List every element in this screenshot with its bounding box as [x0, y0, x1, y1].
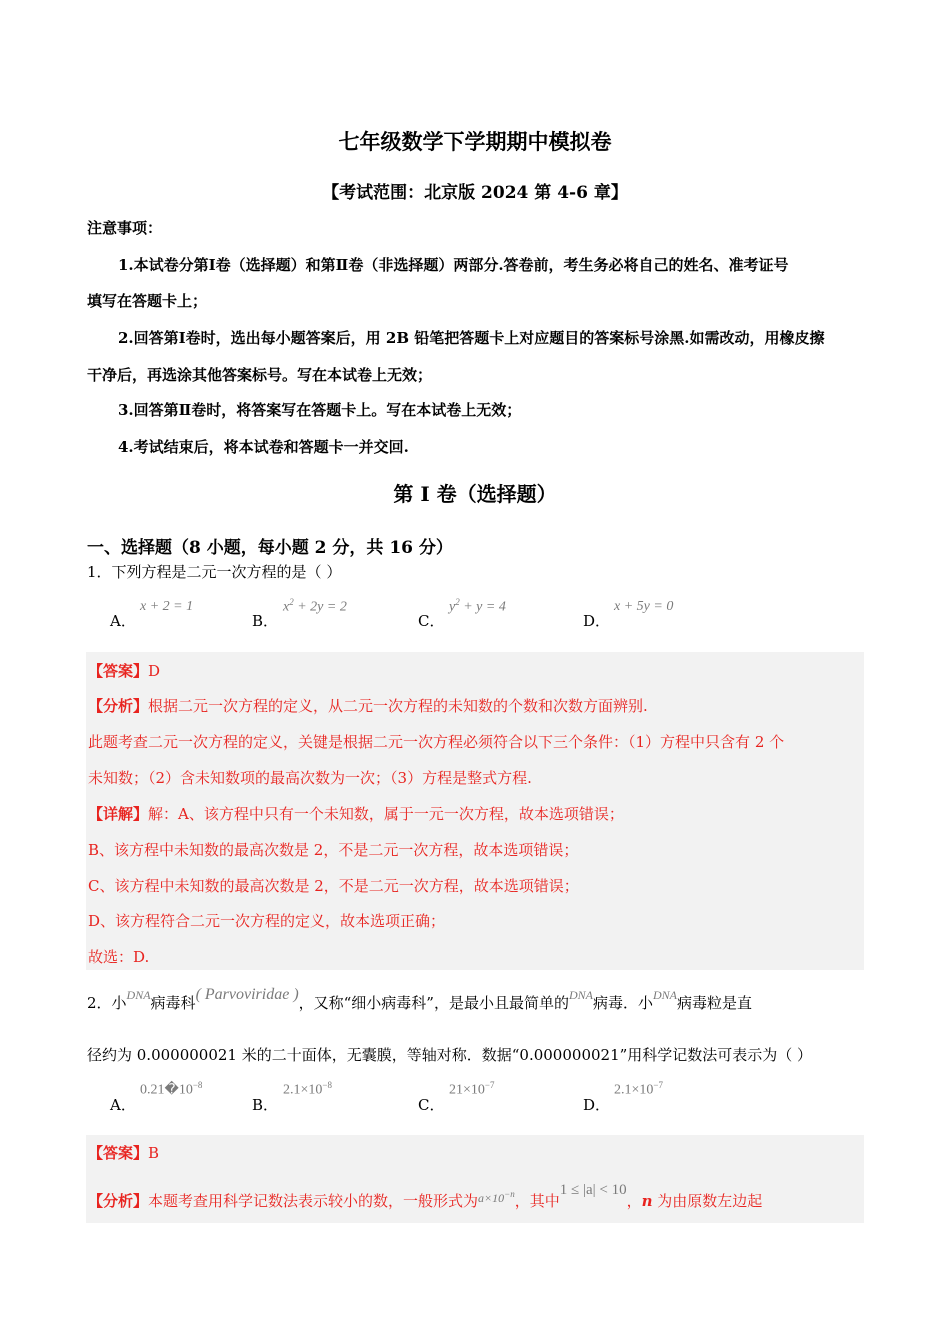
q2-option-a-math — [140, 1080, 202, 1099]
part-title: 第 I 卷（选择题） — [393, 482, 557, 506]
q2-c-sup: −7 — [484, 1080, 495, 1090]
q1-b-sup: 2 — [289, 597, 294, 607]
q2-form — [478, 1191, 515, 1205]
q2-answer — [88, 1142, 159, 1163]
q2-analysis-a: 本题考查用科学记数法表示较小的数，一般形式为 — [148, 1192, 479, 1210]
q1-c-rest: + y = 4 — [459, 599, 506, 615]
q2-n: n — [641, 1192, 653, 1210]
notice-item-1-cont: 填写在答题卡上； — [87, 292, 208, 310]
q1-answer-tag: 【答案】 — [88, 662, 149, 680]
q1-analysis — [88, 695, 648, 716]
q2-analysis-b: ，其中 — [514, 1192, 560, 1210]
q1-detail-4: D、该方程符合二元一次方程的定义，故本选项正确； — [88, 912, 446, 930]
q2-form-sup: −n — [504, 1189, 515, 1199]
q1-c-base: y — [449, 599, 456, 615]
q2-answer-tag: 【答案】 — [88, 1144, 149, 1162]
q2-option-c: C． — [418, 1096, 445, 1114]
q1-b-rest: + 2y = 2 — [293, 599, 347, 615]
q1-c-sup: 2 — [455, 597, 460, 607]
notice-item-2: 2.回答第Ⅰ卷时，选出每小题答案后，用 2B 铅笔把答题卡上对应题目的答案标号涂黑.如需改动，用橡皮擦 — [118, 329, 825, 347]
q2-dna-1: DNA — [126, 988, 151, 1002]
q1-option-a-math: x + 2 = 1 — [140, 599, 194, 614]
q1-analysis-tag: 【分析】 — [88, 697, 149, 715]
q1-answer — [88, 660, 160, 681]
q1-detail-3: C、该方程中未知数的最高次数是 2，不是二元一次方程，故本选项错误； — [88, 877, 579, 895]
q2-analysis-tag: 【分析】 — [88, 1192, 149, 1210]
q1-analysis-2: 此题考查二元一次方程的定义，关键是根据二元一次方程必须符合以下三个条件：（1）方程中只含有 2 个 — [88, 733, 785, 751]
q1-detail-5: 故选：D. — [88, 948, 150, 966]
q1-analysis-3: 未知数；（2）含未知数项的最高次数为一次；（3）方程是整式方程. — [88, 769, 532, 787]
q1-detail-tag: 【详解】 — [88, 805, 149, 823]
q2-option-d-math — [614, 1080, 663, 1099]
q2-d-base: 2.1×10 — [614, 1082, 654, 1098]
q2-option-a: A． — [110, 1096, 136, 1114]
q2-stem-e: 病毒粒是直 — [677, 994, 753, 1012]
q2-range: 1 ≤ |a| < 10 — [559, 1182, 627, 1198]
q2-paren: ( Parvoviridae ) — [195, 986, 299, 1003]
q1-detail-2: B、该方程中未知数的最高次数是 2，不是二元一次方程，故本选项错误； — [88, 841, 579, 859]
q1-option-d-label: D． — [583, 612, 611, 630]
q2-dna-3: DNA — [653, 988, 677, 1002]
q1-option-d — [583, 610, 610, 631]
q1-option-c — [418, 610, 444, 631]
q2-stem-d: 病毒．小 — [592, 994, 653, 1012]
q1-stem: 1．下列方程是二元一次方程的是（ ） — [87, 563, 342, 581]
q2-b-base: 2.1×10 — [283, 1082, 323, 1098]
section-heading: 一、选择题（8 小题，每小题 2 分，共 16 分） — [87, 538, 453, 558]
notice-item-1: 1.本试卷分第Ⅰ卷（选择题）和第Ⅱ卷（非选择题）两部分.答卷前，考生务必将自己的姓名、准考证号 — [118, 256, 789, 274]
q2-analysis-c: ， — [626, 1192, 642, 1210]
q2-d-sup: −7 — [653, 1080, 663, 1090]
q1-option-d-math: x + 5y = 0 — [614, 599, 674, 614]
q1-option-b-math — [283, 597, 347, 616]
q1-analysis-text: 根据二元一次方程的定义，从二元一次方程的未知数的个数和次数方面辨别. — [148, 697, 648, 715]
q2-stem-2: 径约为 0.000000021 米的二十面体，无囊膜，等轴对称．数据“0.000000021”用科学记数法可表示为（ ） — [87, 1046, 813, 1064]
notice-item-2-cont: 干净后，再选涂其他答案标号。写在本试卷上无效； — [87, 366, 433, 384]
q2-a-sup: −8 — [192, 1080, 203, 1090]
q2-analysis — [88, 1182, 763, 1211]
q2-b-sup: −8 — [322, 1080, 332, 1090]
notice-heading: 注意事项： — [87, 219, 163, 237]
page-title: 七年级数学下学期期中模拟卷 — [338, 129, 612, 154]
q2-option-c-math — [449, 1080, 494, 1099]
q1-option-c-math — [449, 597, 506, 616]
q1-answer-value: D — [148, 662, 161, 680]
q1-option-c-label: C． — [418, 612, 445, 630]
q2-stem-a: 2．小 — [87, 994, 127, 1012]
q2-answer-value: B — [148, 1144, 160, 1162]
q2-dna-2: DNA — [568, 988, 593, 1002]
q1-option-a-label: A． — [110, 612, 136, 630]
q2-form-base: a×10 — [478, 1191, 505, 1205]
q1-option-b — [252, 610, 278, 631]
q1-detail — [88, 803, 624, 824]
q2-option-b-math — [283, 1080, 332, 1099]
q1-b-base: x — [283, 599, 290, 615]
exam-scope: 【考试范围：北京版 2024 第 4-6 章】 — [322, 183, 628, 203]
q2-analysis-d: 为由原数左边起 — [652, 1192, 763, 1210]
notice-item-3: 3.回答第Ⅱ卷时，将答案写在答题卡上。写在本试卷上无效； — [118, 401, 522, 419]
q1-detail-text: 解：A、该方程中只有一个未知数，属于一元一次方程，故本选项错误； — [148, 805, 624, 823]
notice-item-4: 4.考试结束后，将本试卷和答题卡一并交回. — [118, 438, 409, 456]
q2-stem-c: ，又称“细小病毒科”，是最小且最简单的 — [298, 994, 569, 1012]
q1-option-b-label: B． — [252, 612, 279, 630]
q2-option-b: B． — [252, 1096, 279, 1114]
q2-a-base: 0.21�10 — [140, 1082, 193, 1098]
q2-option-d: D． — [583, 1096, 611, 1114]
q2-paren-text: Parvoviridae — [204, 986, 290, 1003]
q2-stem — [87, 986, 753, 1013]
q2-c-base: 21×10 — [449, 1082, 485, 1098]
q2-stem-b: 病毒科 — [150, 994, 196, 1012]
q1-option-a — [110, 610, 136, 631]
